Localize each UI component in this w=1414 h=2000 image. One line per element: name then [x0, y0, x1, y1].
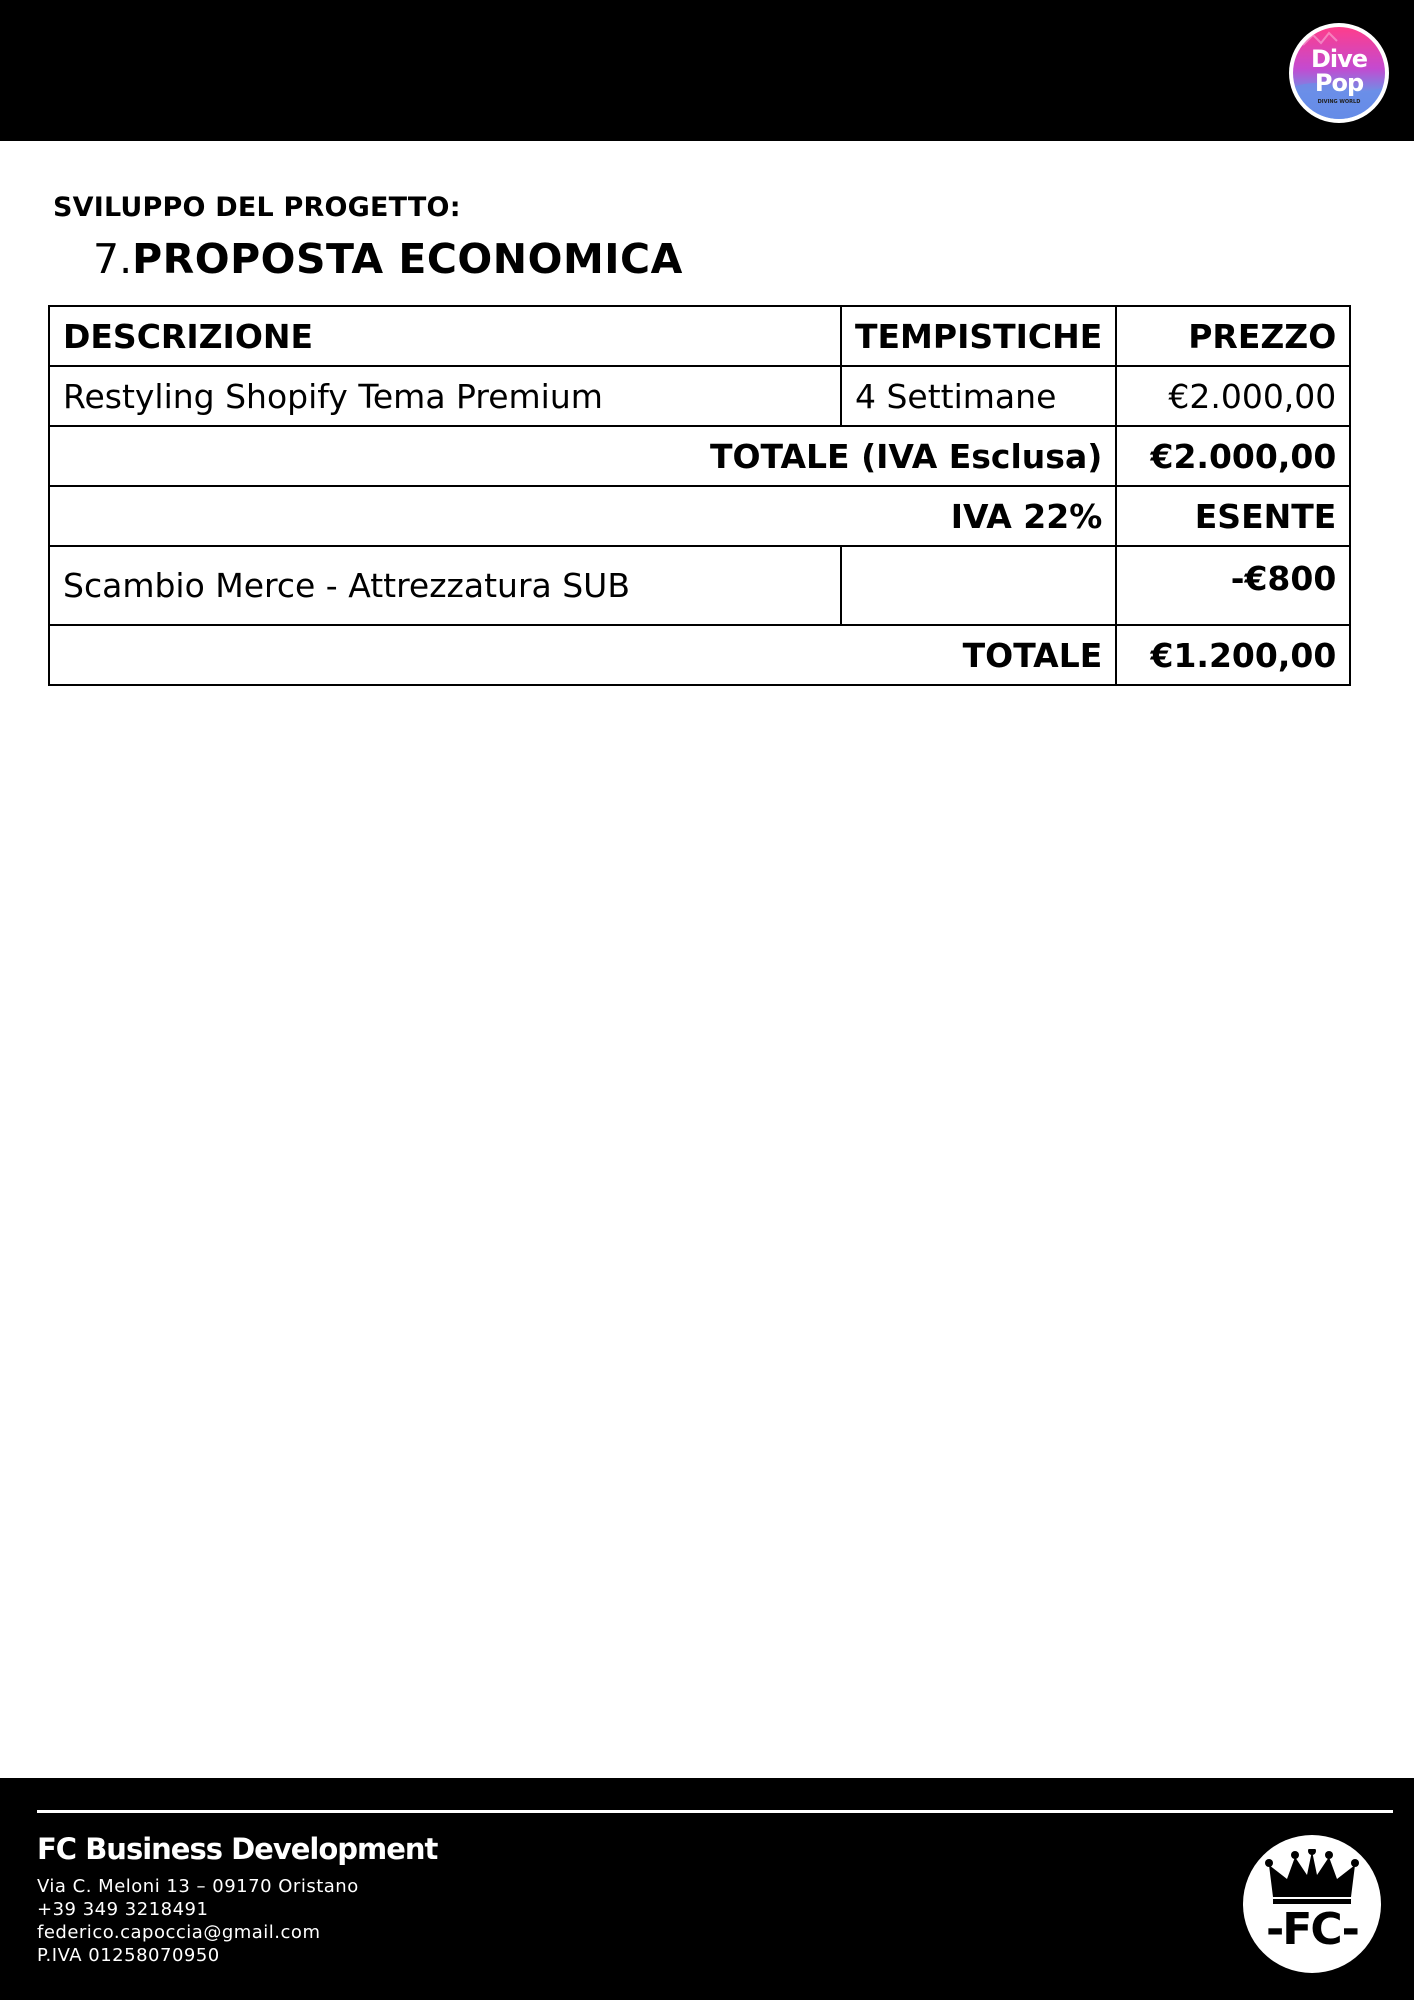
- item-timing: 4 Settimane: [841, 366, 1116, 426]
- section-number: 7.: [93, 235, 133, 283]
- subtotal-label: TOTALE (IVA Esclusa): [49, 426, 1116, 486]
- table-row-vat: [49, 486, 1350, 546]
- total-value: €1.200,00: [1116, 625, 1350, 685]
- fc-logo-text: -FC-: [1266, 1904, 1358, 1955]
- table-row-total: [49, 625, 1350, 685]
- table-row-item: [49, 366, 1350, 426]
- subtotal-value: €2.000,00: [1116, 426, 1350, 486]
- total-label: TOTALE: [49, 625, 1116, 685]
- divepop-logo-line1: Dive: [1310, 45, 1368, 73]
- vat-label: IVA 22%: [49, 486, 1116, 546]
- header-timing: TEMPISTICHE: [841, 306, 1116, 366]
- header-description: DESCRIZIONE: [49, 306, 841, 366]
- company-name: FC Business Development: [37, 1832, 438, 1866]
- company-address: Via C. Meloni 13 – 09170 Oristano: [37, 1876, 359, 1897]
- vat-value: ESENTE: [1116, 486, 1350, 546]
- table-row-subtotal: [49, 426, 1350, 486]
- company-email: federico.capoccia@gmail.com: [37, 1922, 321, 1943]
- divepop-logo-badge: [1293, 27, 1385, 119]
- price-table: [48, 305, 1351, 686]
- section-label: SVILUPPO DEL PROGETTO:: [53, 192, 461, 223]
- company-vat-number: P.IVA 01258070950: [37, 1945, 220, 1966]
- footer: [0, 1778, 1414, 2000]
- company-phone: +39 349 3218491: [37, 1899, 209, 1920]
- crown-icon: [1265, 1849, 1359, 1905]
- section-heading: PROPOSTA ECONOMICA: [132, 235, 683, 283]
- divepop-logo-text: [1293, 47, 1385, 95]
- exchange-timing-empty: [841, 546, 1116, 625]
- exchange-description: Scambio Merce - Attrezzatura SUB: [49, 546, 841, 625]
- divepop-logo-line2: Pop: [1314, 69, 1364, 97]
- section-title: [93, 234, 683, 284]
- table-row-exchange: [49, 546, 1350, 625]
- table-header-row: [49, 306, 1350, 366]
- fc-logo: [1243, 1835, 1381, 1973]
- header-price: PREZZO: [1116, 306, 1350, 366]
- footer-divider: [37, 1810, 1393, 1813]
- item-price: €2.000,00: [1116, 366, 1350, 426]
- divepop-logo: [1289, 23, 1389, 123]
- item-description: Restyling Shopify Tema Premium: [49, 366, 841, 426]
- exchange-value: -€800: [1116, 546, 1350, 625]
- divepop-logo-subtitle: DIVING WORLD: [1317, 99, 1361, 105]
- header-bar: [0, 0, 1414, 141]
